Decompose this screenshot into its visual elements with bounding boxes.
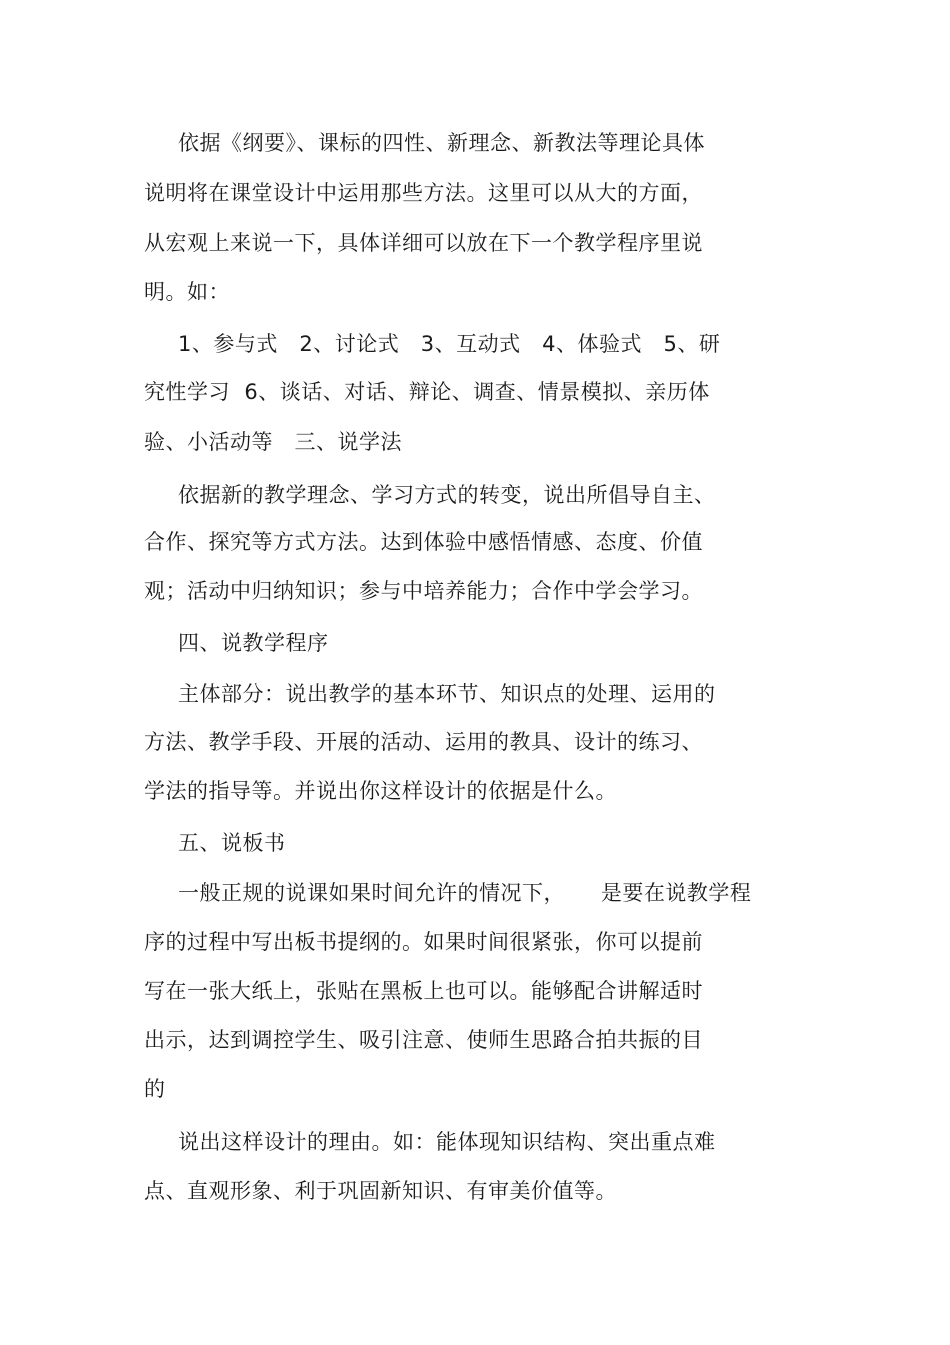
section-heading: 四、说教学程序	[178, 631, 329, 655]
paragraph-line: 学法的指导等。并说出你这样设计的依据是什么。	[144, 779, 617, 803]
paragraph-line: 依据新的教学理念、学习方式的转变，说出所倡导自主、	[178, 483, 716, 507]
paragraph-line: 出示，达到调控学生、吸引注意、使师生思路合拍共振的目	[144, 1028, 703, 1052]
paragraph-line: 说出这样设计的理由。如：能体现知识结构、突出重点难	[178, 1130, 716, 1154]
paragraph-line: 序的过程中写出板书提纲的。如果时间很紧张，你可以提前	[144, 930, 703, 954]
paragraph-line: 1、参与式 2、讨论式 3、互动式 4、体验式 5、研	[178, 332, 721, 356]
paragraph-line: 写在一张大纸上，张贴在黑板上也可以。能够配合讲解适时	[144, 979, 703, 1003]
paragraph-line: 合作、探究等方式方法。达到体验中感悟情感、态度、价值	[144, 530, 703, 554]
paragraph-line: 从宏观上来说一下，具体详细可以放在下一个教学程序里说	[144, 231, 703, 255]
paragraph-line: 说明将在课堂设计中运用那些方法。这里可以从大的方面，	[144, 181, 703, 205]
paragraph-line: 的	[144, 1077, 166, 1101]
paragraph-line: 一般正规的说课如果时间允许的情况下， 是要在说教学程	[178, 881, 752, 905]
paragraph-line: 依据《纲要》、课标的四性、新理念、新教法等理论具体	[178, 131, 705, 155]
paragraph-line: 观；活动中归纳知识；参与中培养能力；合作中学会学习。	[144, 579, 703, 603]
section-heading: 五、说板书	[178, 831, 286, 855]
paragraph-line: 主体部分：说出教学的基本环节、知识点的处理、运用的	[178, 682, 716, 706]
paragraph-line: 方法、教学手段、开展的活动、运用的教具、设计的练习、	[144, 730, 703, 754]
paragraph-line: 点、直观形象、利于巩固新知识、有审美价值等。	[144, 1179, 617, 1203]
paragraph-line: 明。如：	[144, 280, 230, 304]
paragraph-line: 验、小活动等 三、说学法	[144, 430, 403, 454]
paragraph-line: 究性学习 6、谈话、对话、辩论、调查、情景模拟、亲历体	[144, 380, 710, 404]
